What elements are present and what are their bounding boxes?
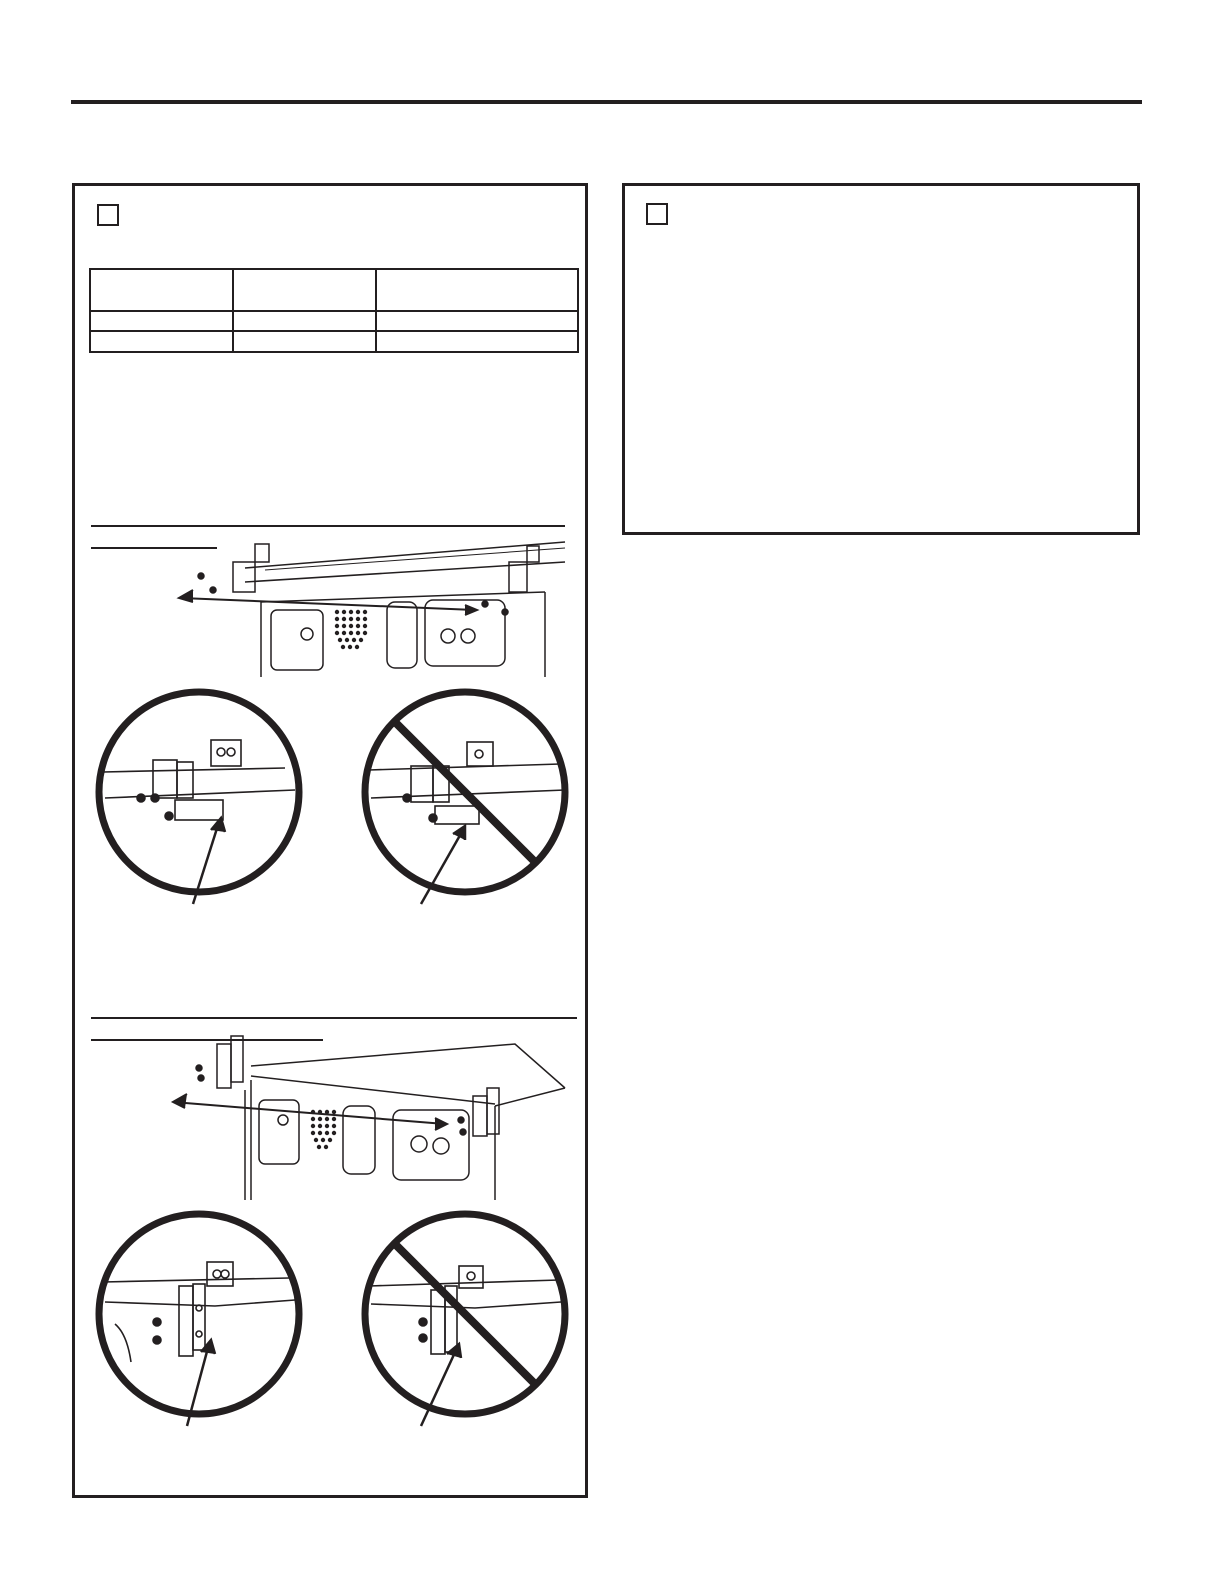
table-cell — [90, 311, 233, 331]
table-cell — [233, 331, 376, 352]
table-row — [90, 311, 578, 331]
figure-correct-bracket-closeup — [75, 682, 315, 912]
table-cell — [90, 331, 233, 352]
figure-incorrect-bracket-closeup — [355, 682, 585, 912]
screw-icon — [196, 1065, 466, 1135]
table-row — [90, 331, 578, 352]
table-header-cell — [90, 269, 233, 311]
vent-grille-icon — [335, 610, 367, 649]
header-rule — [71, 100, 1142, 104]
table-header-cell — [233, 269, 376, 311]
step-checkbox-icon — [646, 203, 668, 225]
figure-incorrect-side-closeup — [355, 1204, 585, 1434]
left-step-panel — [72, 183, 588, 1498]
prohibited-icon — [395, 1244, 535, 1384]
table-row — [90, 269, 578, 311]
table-cell — [376, 331, 578, 352]
right-step-panel — [622, 183, 1140, 535]
figure-dryer-top-brackets — [75, 522, 585, 682]
arrow-icon — [179, 590, 477, 615]
table-cell — [376, 311, 578, 331]
magnifier-circle-icon — [99, 692, 299, 892]
table-header-cell — [376, 269, 578, 311]
figure-correct-side-closeup — [75, 1204, 315, 1434]
step-checkbox-icon — [97, 204, 119, 226]
table-cell — [233, 311, 376, 331]
arrow-icon — [173, 1094, 447, 1130]
spec-table — [89, 268, 579, 353]
dryer-outline — [245, 1044, 565, 1200]
figure-dryer-side-brackets — [75, 1014, 585, 1204]
bracket-icon — [233, 544, 539, 592]
